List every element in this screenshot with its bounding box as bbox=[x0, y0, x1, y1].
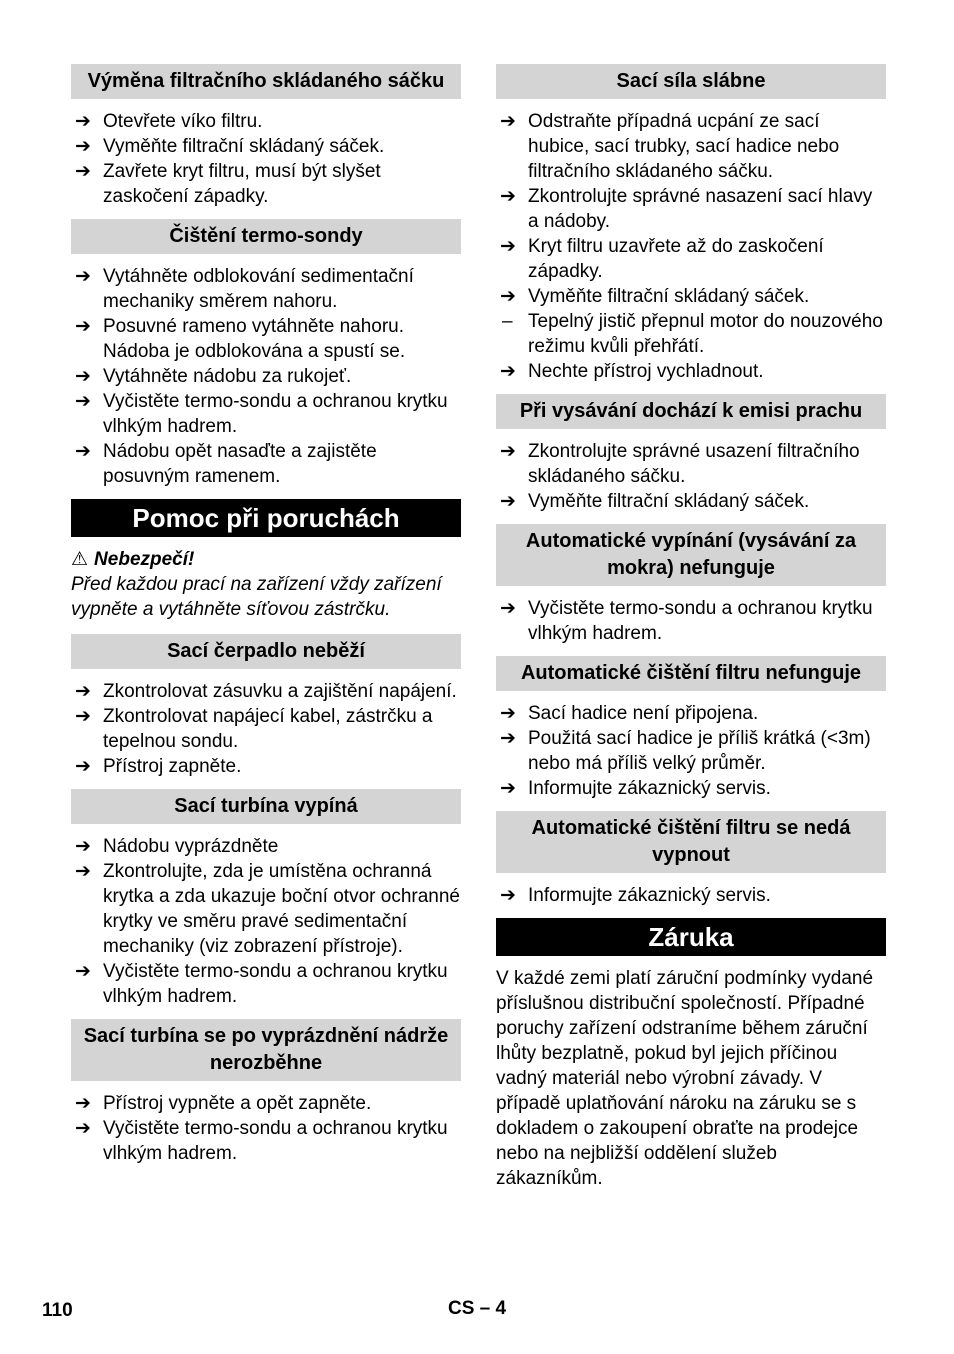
list-item bbox=[71, 1116, 461, 1166]
arrow-right-icon: ➔ bbox=[75, 316, 91, 337]
arrow-right-icon: ➔ bbox=[75, 861, 91, 882]
step-list bbox=[496, 109, 886, 384]
list-item bbox=[71, 159, 461, 209]
list-item-text: Vyměňte filtrační skládaný sáček. bbox=[103, 136, 385, 157]
subsection-heading: Sací síla slábne bbox=[496, 64, 886, 99]
arrow-right-icon: ➔ bbox=[500, 703, 516, 724]
subsection-heading: Sací turbína vypíná bbox=[71, 789, 461, 824]
arrow-right-icon: ➔ bbox=[500, 236, 516, 257]
list-item-text: Nádobu opět nasaďte a zajistěte posuvným ramenem. bbox=[103, 441, 377, 487]
step-list bbox=[71, 109, 461, 209]
arrow-right-icon: ➔ bbox=[75, 706, 91, 727]
list-item bbox=[496, 109, 886, 184]
warranty-text: V každé zemi platí záruční podmínky vydané příslušnou distribuční společností. Případné poruchy zařízení odstraníme během záruční lhůty bezplatně, pokud byl jejich příčinou vadný materiál nebo výrobní závady. V případě uplatňování nároku na záruku se s dokladem o zakoupení obraťte na prodejce nebo na nejbližší oddělení služeb zákazníkům. bbox=[496, 968, 874, 1189]
list-item bbox=[496, 184, 886, 234]
arrow-right-icon: ➔ bbox=[500, 361, 516, 382]
list-item bbox=[71, 109, 461, 134]
subsection-heading: Automatické vypínání (vysávání za mokra) nefunguje bbox=[496, 524, 886, 586]
list-item bbox=[71, 959, 461, 1009]
language-page-label: CS – 4 bbox=[448, 1298, 507, 1319]
subsection-heading: Čištění termo-sondy bbox=[71, 219, 461, 254]
arrow-right-icon: ➔ bbox=[75, 391, 91, 412]
list-item-text: Informujte zákaznický servis. bbox=[528, 885, 771, 906]
list-item-text: Vytáhněte odblokování sedimentační mechaniky směrem nahoru. bbox=[103, 266, 414, 312]
list-item-text: Sací hadice není připojena. bbox=[528, 703, 759, 724]
step-list bbox=[496, 439, 886, 514]
list-item bbox=[71, 134, 461, 159]
subsection-heading: Automatické čištění filtru se nedá vypnout bbox=[496, 811, 886, 873]
step-list bbox=[496, 883, 886, 908]
arrow-right-icon: ➔ bbox=[75, 111, 91, 132]
list-item bbox=[71, 679, 461, 704]
arrow-right-icon: ➔ bbox=[500, 491, 516, 512]
danger-heading bbox=[71, 547, 461, 572]
step-list bbox=[71, 264, 461, 489]
list-item bbox=[496, 284, 886, 309]
list-item-text: Nádobu vyprázdněte bbox=[103, 836, 279, 857]
list-item bbox=[71, 1091, 461, 1116]
arrow-right-icon: ➔ bbox=[75, 1093, 91, 1114]
list-item-text: Použitá sací hadice je příliš krátká (<3m) nebo má příliš velký průměr. bbox=[528, 728, 871, 774]
arrow-right-icon: ➔ bbox=[500, 186, 516, 207]
subsection-heading: Výměna filtračního skládaného sáčku bbox=[71, 64, 461, 99]
arrow-right-icon: ➔ bbox=[500, 111, 516, 132]
list-item bbox=[496, 596, 886, 646]
step-list bbox=[71, 679, 461, 779]
list-item bbox=[71, 704, 461, 754]
subsection-heading: Automatické čištění filtru nefunguje bbox=[496, 656, 886, 691]
list-item bbox=[496, 234, 886, 284]
list-item bbox=[71, 364, 461, 389]
list-item-text: Kryt filtru uzavřete až do zaskočení západky. bbox=[528, 236, 824, 282]
arrow-right-icon: ➔ bbox=[75, 681, 91, 702]
right-column bbox=[496, 64, 886, 1191]
list-item-text: Posuvné rameno vytáhněte nahoru. Nádoba je odblokována a spustí se. bbox=[103, 316, 406, 362]
section-title-troubleshooting: Pomoc při poruchách bbox=[71, 499, 461, 537]
arrow-right-icon: ➔ bbox=[75, 441, 91, 462]
list-item bbox=[71, 389, 461, 439]
step-list bbox=[71, 834, 461, 1009]
arrow-right-icon: ➔ bbox=[75, 266, 91, 287]
list-item-text: Přístroj vypněte a opět zapněte. bbox=[103, 1093, 372, 1114]
arrow-right-icon: ➔ bbox=[500, 778, 516, 799]
list-item-text: Zkontrolovat napájecí kabel, zástrčku a tepelnou sondu. bbox=[103, 706, 433, 752]
list-item-text: Přístroj zapněte. bbox=[103, 756, 242, 777]
arrow-right-icon: ➔ bbox=[75, 756, 91, 777]
danger-text: Před každou prací na zařízení vždy zařízení vypněte a vytáhněte síťovou zástrčku. bbox=[71, 574, 442, 620]
list-item bbox=[496, 359, 886, 384]
list-item bbox=[496, 439, 886, 489]
arrow-right-icon: ➔ bbox=[500, 598, 516, 619]
list-item-text: Vyčistěte termo-sondu a ochranou krytku vlhkým hadrem. bbox=[103, 961, 448, 1007]
arrow-right-icon: ➔ bbox=[500, 441, 516, 462]
subsection-heading: Sací čerpadlo neběží bbox=[71, 634, 461, 669]
left-sections bbox=[71, 64, 461, 489]
dash-marker: – bbox=[502, 311, 513, 332]
arrow-right-icon: ➔ bbox=[500, 728, 516, 749]
arrow-right-icon: ➔ bbox=[75, 836, 91, 857]
list-item-text: Vytáhněte nádobu za rukojeť. bbox=[103, 366, 352, 387]
list-item-text: Vyměňte filtrační skládaný sáček. bbox=[528, 286, 810, 307]
page-number: 110 bbox=[42, 1300, 73, 1321]
list-item bbox=[71, 314, 461, 364]
list-item-text: Zkontrolujte správné nasazení sací hlavy a nádoby. bbox=[528, 186, 873, 232]
list-item-text: Zkontrolujte správné usazení filtračního skládaného sáčku. bbox=[528, 441, 860, 487]
right-sections bbox=[496, 64, 886, 908]
arrow-right-icon: ➔ bbox=[75, 136, 91, 157]
list-item bbox=[496, 309, 886, 359]
list-item-text: Zavřete kryt filtru, musí být slyšet zaskočení západky. bbox=[103, 161, 381, 207]
list-item bbox=[71, 754, 461, 779]
list-item bbox=[496, 776, 886, 801]
list-item-text: Odstraňte případná ucpání ze sací hubice, sací trubky, sací hadice nebo filtračního skládaného sáčku. bbox=[528, 111, 840, 182]
list-item-text: Vyčistěte termo-sondu a ochranou krytku vlhkým hadrem. bbox=[528, 598, 873, 644]
arrow-right-icon: ➔ bbox=[500, 286, 516, 307]
list-item bbox=[496, 701, 886, 726]
arrow-right-icon: ➔ bbox=[75, 161, 91, 182]
subsection-heading: Sací turbína se po vyprázdnění nádrže nerozběhne bbox=[71, 1019, 461, 1081]
list-item-text: Tepelný jistič přepnul motor do nouzového režimu kvůli přehřátí. bbox=[528, 311, 883, 357]
warning-icon: ⚠ bbox=[71, 549, 89, 570]
arrow-right-icon: ➔ bbox=[500, 885, 516, 906]
step-list bbox=[496, 701, 886, 801]
list-item-text: Otevřete víko filtru. bbox=[103, 111, 263, 132]
step-list bbox=[496, 596, 886, 646]
list-item bbox=[496, 883, 886, 908]
danger-label: Nebezpečí! bbox=[94, 549, 195, 570]
list-item-text: Vyměňte filtrační skládaný sáček. bbox=[528, 491, 810, 512]
list-item-text: Vyčistěte termo-sondu a ochranou krytku vlhkým hadrem. bbox=[103, 391, 448, 437]
arrow-right-icon: ➔ bbox=[75, 1118, 91, 1139]
list-item-text: Informujte zákaznický servis. bbox=[528, 778, 771, 799]
arrow-right-icon: ➔ bbox=[75, 961, 91, 982]
list-item bbox=[71, 834, 461, 859]
list-item bbox=[71, 859, 461, 959]
list-item bbox=[71, 264, 461, 314]
list-item-text: Vyčistěte termo-sondu a ochranou krytku vlhkým hadrem. bbox=[103, 1118, 448, 1164]
arrow-right-icon: ➔ bbox=[75, 366, 91, 387]
list-item bbox=[71, 439, 461, 489]
step-list bbox=[71, 1091, 461, 1166]
list-item-text: Zkontrolovat zásuvku a zajištění napájení. bbox=[103, 681, 457, 702]
left-trouble-sections bbox=[71, 634, 461, 1166]
list-item-text: Zkontrolujte, zda je umístěna ochranná krytka a zda ukazuje boční otvor ochranné krytky ve směru pravé sedimentační mechaniky (viz zobrazení přístroje). bbox=[103, 861, 460, 957]
list-item bbox=[496, 726, 886, 776]
list-item bbox=[496, 489, 886, 514]
list-item-text: Nechte přístroj vychladnout. bbox=[528, 361, 764, 382]
subsection-heading: Při vysávání dochází k emisi prachu bbox=[496, 394, 886, 429]
left-column bbox=[71, 64, 461, 1176]
section-title-warranty: Záruka bbox=[496, 918, 886, 956]
